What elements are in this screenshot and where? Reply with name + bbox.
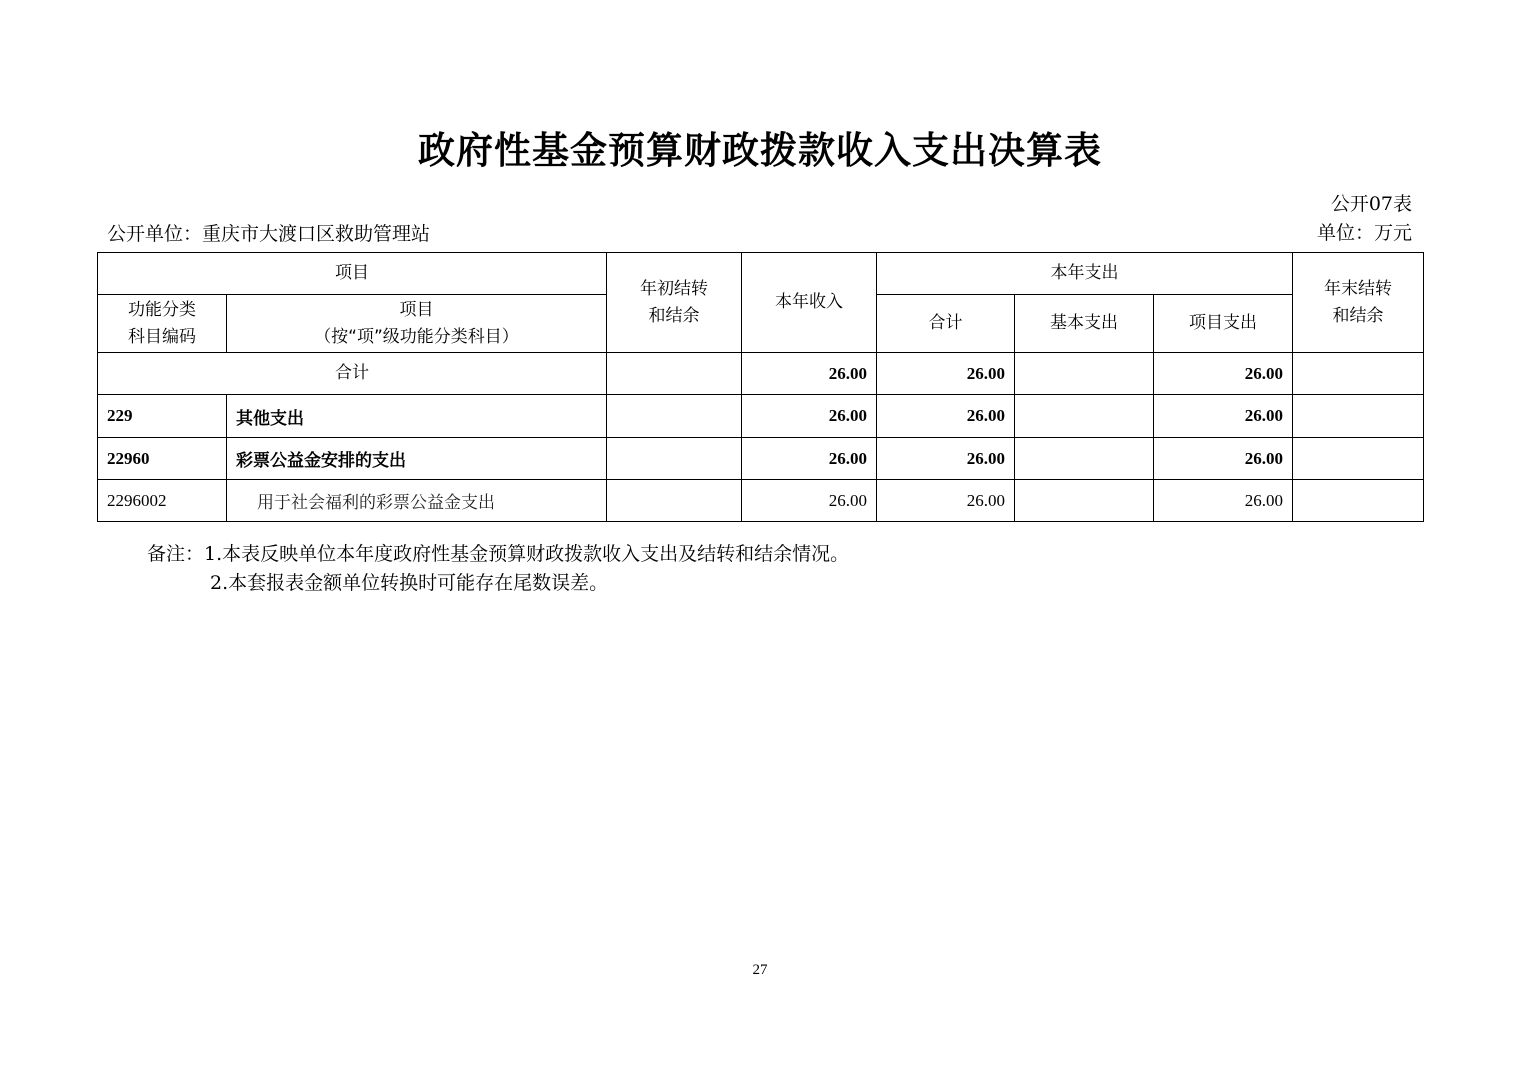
row-income: 26.00 [742, 438, 877, 480]
row-code: 2296002 [98, 480, 227, 522]
total-income: 26.00 [742, 353, 877, 395]
row-income: 26.00 [742, 480, 877, 522]
header-opening-balance [607, 253, 742, 353]
row-opening [607, 438, 742, 480]
unit-label: 单位：万元 [1316, 222, 1412, 244]
header-closing-line2: 和结余 [1332, 305, 1384, 326]
header-func-code-line1: 功能分类 [128, 299, 196, 320]
form-code: 公开07表 [1330, 193, 1412, 215]
header-item [227, 295, 607, 353]
note-line-1: 备注：1.本表反映单位本年度政府性基金预算财政拨款收入支出及结转和结余情况。 [147, 543, 850, 565]
header-func-code [98, 295, 227, 353]
row-code: 229 [98, 395, 227, 438]
row-name: 其他支出 [227, 395, 607, 438]
header-opening-line1: 年初结转 [640, 278, 708, 299]
notes [147, 540, 849, 598]
table-row [98, 480, 1424, 522]
row-exp-basic [1015, 480, 1154, 522]
total-label: 合计 [98, 353, 607, 395]
total-closing [1293, 353, 1424, 395]
form-meta [1317, 190, 1412, 248]
row-exp-total: 26.00 [877, 480, 1015, 522]
header-project: 项目 [98, 253, 607, 295]
row-closing [1293, 480, 1424, 522]
row-exp-total: 26.00 [877, 395, 1015, 438]
header-exp-project: 项目支出 [1154, 295, 1293, 353]
row-exp-total: 26.00 [877, 438, 1015, 480]
total-row [98, 353, 1424, 395]
publisher-label: 公开单位：重庆市大渡口区救助管理站 [107, 223, 431, 245]
row-code: 22960 [98, 438, 227, 480]
table-row [98, 395, 1424, 438]
page-number: 27 [752, 962, 768, 978]
row-exp-basic [1015, 438, 1154, 480]
header-exp-basic: 基本支出 [1015, 295, 1154, 353]
header-item-line2: （按“项”级功能分类科目） [314, 326, 519, 347]
total-exp-basic [1015, 353, 1154, 395]
row-exp-basic [1015, 395, 1154, 438]
row-income: 26.00 [742, 395, 877, 438]
total-exp-project: 26.00 [1154, 353, 1293, 395]
header-exp-total: 合计 [877, 295, 1015, 353]
header-expenditure: 本年支出 [877, 253, 1293, 295]
note-line-2: 2.本套报表金额单位转换时可能存在尾数误差。 [210, 572, 609, 594]
row-exp-project: 26.00 [1154, 480, 1293, 522]
header-opening-line2: 和结余 [648, 305, 700, 326]
row-name: 彩票公益金安排的支出 [227, 438, 607, 480]
header-income: 本年收入 [742, 253, 877, 353]
page-title: 政府性基金预算财政拨款收入支出决算表 [418, 129, 1102, 172]
row-exp-project: 26.00 [1154, 395, 1293, 438]
row-exp-project: 26.00 [1154, 438, 1293, 480]
budget-table [97, 252, 1424, 522]
total-exp-total: 26.00 [877, 353, 1015, 395]
header-row-1 [98, 253, 1424, 295]
total-opening [607, 353, 742, 395]
row-opening [607, 395, 742, 438]
header-func-code-line2: 科目编码 [128, 326, 196, 347]
row-closing [1293, 438, 1424, 480]
header-item-line1: 项目 [399, 299, 434, 320]
row-name: 用于社会福利的彩票公益金支出 [227, 480, 607, 522]
row-closing [1293, 395, 1424, 438]
row-opening [607, 480, 742, 522]
header-closing-balance [1293, 253, 1424, 353]
header-closing-line1: 年末结转 [1324, 278, 1392, 299]
table-row [98, 438, 1424, 480]
